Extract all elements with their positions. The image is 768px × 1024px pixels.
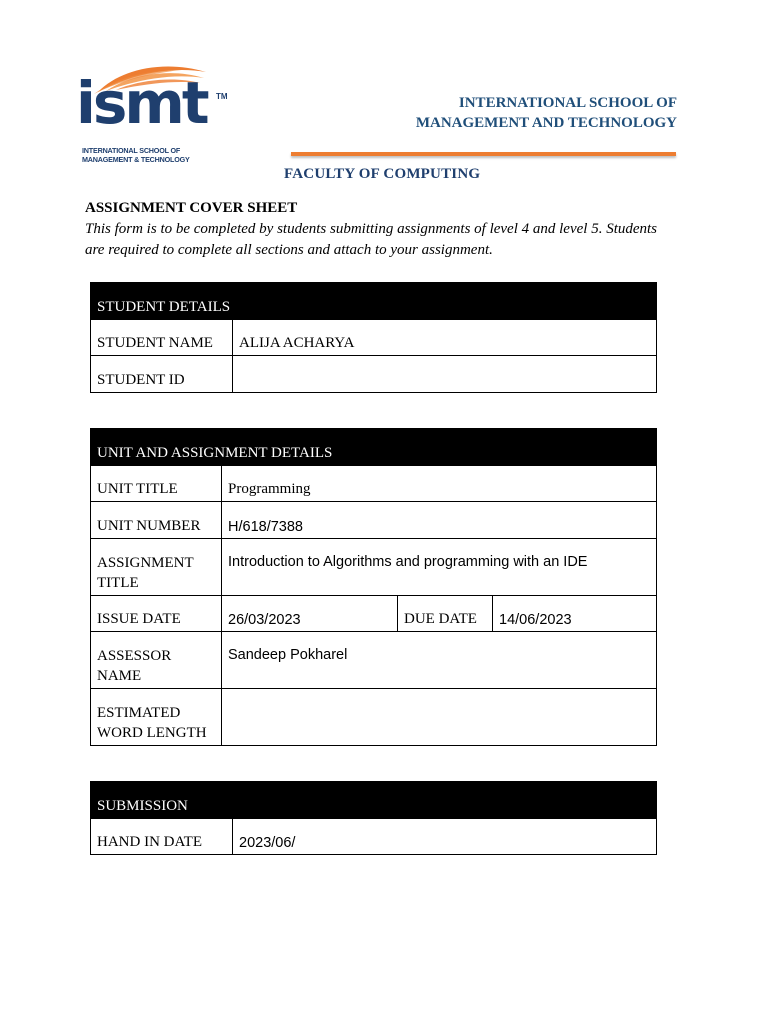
submission-table <box>90 781 657 855</box>
logo-subtitle-line2: MANAGEMENT & TECHNOLOGY <box>82 154 190 164</box>
unit-title-label: UNIT TITLE <box>91 466 222 502</box>
logo-subtitle <box>82 147 190 164</box>
issue-date-value[interactable]: 26/03/2023 <box>222 596 398 632</box>
word-length-label: ESTIMATED WORD LENGTH <box>91 689 222 746</box>
assignment-title-value[interactable]: Introduction to Algorithms and programming with an IDE <box>222 539 657 596</box>
cover-sheet-title: ASSIGNMENT COVER SHEET <box>85 200 298 216</box>
due-date-label: DUE DATE <box>398 596 493 632</box>
logo-trademark: TM <box>216 92 228 101</box>
assessor-name-value[interactable]: Sandeep Pokharel <box>222 632 657 689</box>
assignment-title-label: ASSIGNMENT TITLE <box>91 539 222 596</box>
instructions-text: This form is to be completed by students submitting assignments of level 4 and level 5. Students are required to complete all sections and attach to your assignment. <box>85 221 658 258</box>
logo-subtitle-line1: INTERNATIONAL SCHOOL OF <box>82 146 181 155</box>
unit-title-value[interactable]: Programming <box>222 466 657 502</box>
assessor-name-label: ASSESSOR NAME <box>91 632 222 689</box>
word-length-value[interactable] <box>222 689 657 746</box>
issue-date-label: ISSUE DATE <box>91 596 222 632</box>
student-details-table <box>90 282 657 393</box>
submission-heading: SUBMISSION <box>91 782 657 819</box>
student-id-value[interactable] <box>233 356 657 393</box>
student-name-value[interactable]: ALIJA ACHARYA <box>233 320 657 356</box>
student-details-heading: STUDENT DETAILS <box>91 283 657 320</box>
student-name-label: STUDENT NAME <box>91 320 233 356</box>
logo-wordmark: ismt <box>76 69 207 137</box>
header-divider <box>291 152 676 156</box>
school-name-line1: INTERNATIONAL SCHOOL OF <box>458 95 677 111</box>
hand-in-date-value[interactable]: 2023/06/ <box>233 819 657 855</box>
school-name-line2: MANAGEMENT AND TECHNOLOGY <box>415 115 677 131</box>
student-id-label: STUDENT ID <box>91 356 233 393</box>
unit-details-heading: UNIT AND ASSIGNMENT DETAILS <box>91 429 657 466</box>
ismt-logo <box>76 58 236 168</box>
school-name <box>416 93 677 133</box>
faculty-title: FACULTY OF COMPUTING <box>284 166 481 182</box>
unit-details-table <box>90 428 657 746</box>
unit-number-value[interactable]: H/618/7388 <box>222 502 657 539</box>
due-date-value[interactable]: 14/06/2023 <box>493 596 657 632</box>
hand-in-date-label: HAND IN DATE <box>91 819 233 855</box>
unit-number-label: UNIT NUMBER <box>91 502 222 539</box>
